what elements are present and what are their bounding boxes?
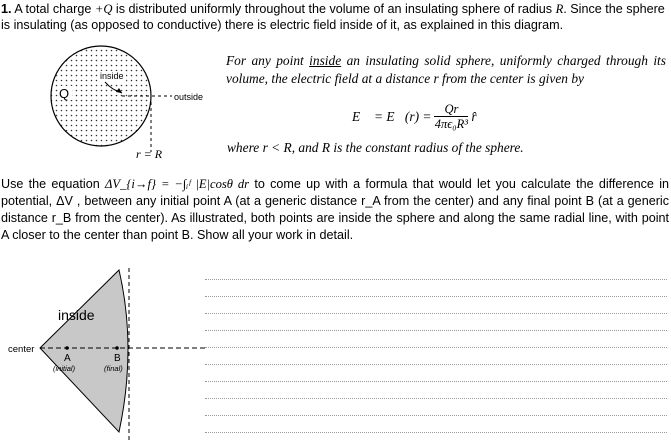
answer-line[interactable] (205, 382, 667, 399)
instruction-part-a: Use the equation (1, 177, 105, 191)
answer-line[interactable] (205, 263, 667, 280)
point-b-sublabel: (final) (104, 364, 123, 373)
formula-lhs: E⃗ = E⃗(r) = (352, 108, 432, 124)
answer-area[interactable] (205, 263, 667, 433)
answer-line[interactable] (205, 280, 667, 297)
outside-label: outside (174, 92, 204, 102)
sphere-wedge (40, 270, 128, 432)
answer-line[interactable] (205, 348, 667, 365)
field-formula (352, 102, 477, 131)
instruction-text (1, 176, 669, 244)
charge-label: Q (59, 86, 70, 101)
sphere-diagram (50, 44, 230, 166)
point-b-label: B (114, 353, 121, 364)
where-text: where r < R, and R is the constant radius of the sphere. (227, 140, 524, 155)
question-intro-b: is distributed uniformly throughout the volume of an insulating sphere of radius (112, 2, 556, 16)
point-b-dot (115, 346, 119, 350)
instruction-equation: ΔV_{i→f} = −∫ᵢᶠ |E|cosθ dr (105, 177, 250, 191)
answer-line[interactable] (205, 314, 667, 331)
inside-label: inside (100, 71, 124, 81)
formula-denominator: 4πϵ₀R³ (434, 117, 469, 131)
definition-part-a: For any point (226, 53, 310, 68)
question-intro-c: . Since the sphere is insulating (as opposed to conductive) there is electric field inside of it, as explained in this diagram. (1, 2, 665, 32)
formula-numerator: Qr (434, 102, 468, 117)
radius-label: r = R (136, 147, 163, 161)
point-a-sublabel: (initial) (53, 364, 76, 373)
answer-line[interactable] (205, 365, 667, 382)
definition-text (226, 52, 666, 88)
formula-fraction (434, 102, 468, 131)
instruction-part-b: to come up with a formula that would let you calculate the difference in potential, ΔV , between any initial point A (at a generic distance r_A from the center) and any final point B (at a generic distance r_B from the center). As illustrated, both points are inside the sphere and along the same radial line, with point A closer to the center than point B. Show all your work in detail. (1, 177, 669, 242)
radius-symbol: R (555, 2, 564, 16)
question-intro-a: A total charge (11, 2, 95, 16)
answer-line[interactable] (205, 297, 667, 314)
definition-part-b: an insulating solid sphere, uniformly charged through its volume, the electric field at a distance r from the center is given by (226, 53, 666, 86)
definition-inside-word: inside (309, 53, 342, 68)
wedge-diagram (0, 262, 205, 444)
point-a-dot (65, 346, 69, 350)
charge-symbol: +Q (94, 2, 113, 16)
center-label: center (8, 344, 35, 355)
formula-unit-vector: r̂ (471, 108, 477, 124)
question-text (1, 1, 669, 33)
question-number: 1. (1, 2, 12, 16)
point-a-label: A (64, 353, 71, 364)
wedge-inside-label: inside (58, 307, 95, 323)
answer-line[interactable] (205, 416, 667, 433)
answer-line[interactable] (205, 331, 667, 348)
answer-line[interactable] (205, 399, 667, 416)
